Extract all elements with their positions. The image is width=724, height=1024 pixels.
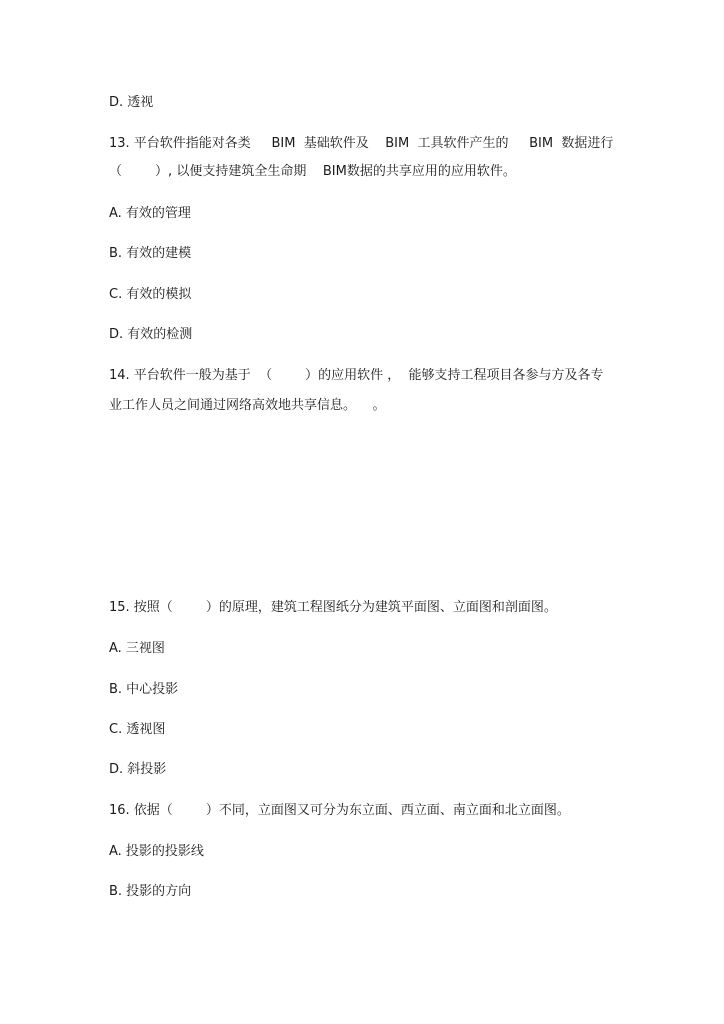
- option-b-q15: B. 中心投影: [109, 682, 179, 697]
- option-c-q13: C. 有效的模拟: [109, 287, 192, 302]
- question-13-line-1: 13. 平台软件指能对各类 BIM 基础软件及 BIM 工具软件产生的 BIM 数据进行: [109, 136, 614, 151]
- option-b-q13: B. 有效的建模: [109, 246, 192, 261]
- question-13-line-2: （ ）, 以便支持建筑全生命期 BIM数据的共享应用的应用软件。: [109, 164, 516, 179]
- option-a-q15: A. 三视图: [109, 641, 165, 656]
- option-d-q12: D. 透视: [109, 95, 154, 110]
- question-14-line-2: 业工作人员之间通过网络高效地共享信息。 。: [109, 398, 386, 413]
- question-14-line-1: 14. 平台软件一般为基于 （ ）的应用软件 ， 能够支持工程项目各参与方及各专: [109, 368, 604, 383]
- question-15: 15. 按照（ ）的原理，建筑工程图纸分为建筑平面图、立面图和剖面图。: [109, 600, 557, 615]
- option-d-q13: D. 有效的检测: [109, 327, 193, 342]
- question-16: 16. 依据（ ）不同，立面图又可分为东立面、西立面、南立面和北立面图。: [109, 803, 570, 818]
- option-a-q13: A. 有效的管理: [109, 206, 191, 221]
- option-b-q16: B. 投影的方向: [109, 884, 192, 899]
- option-d-q15: D. 斜投影: [109, 762, 167, 777]
- option-c-q15: C. 透视图: [109, 722, 166, 737]
- option-a-q16: A. 投影的投影线: [109, 844, 204, 859]
